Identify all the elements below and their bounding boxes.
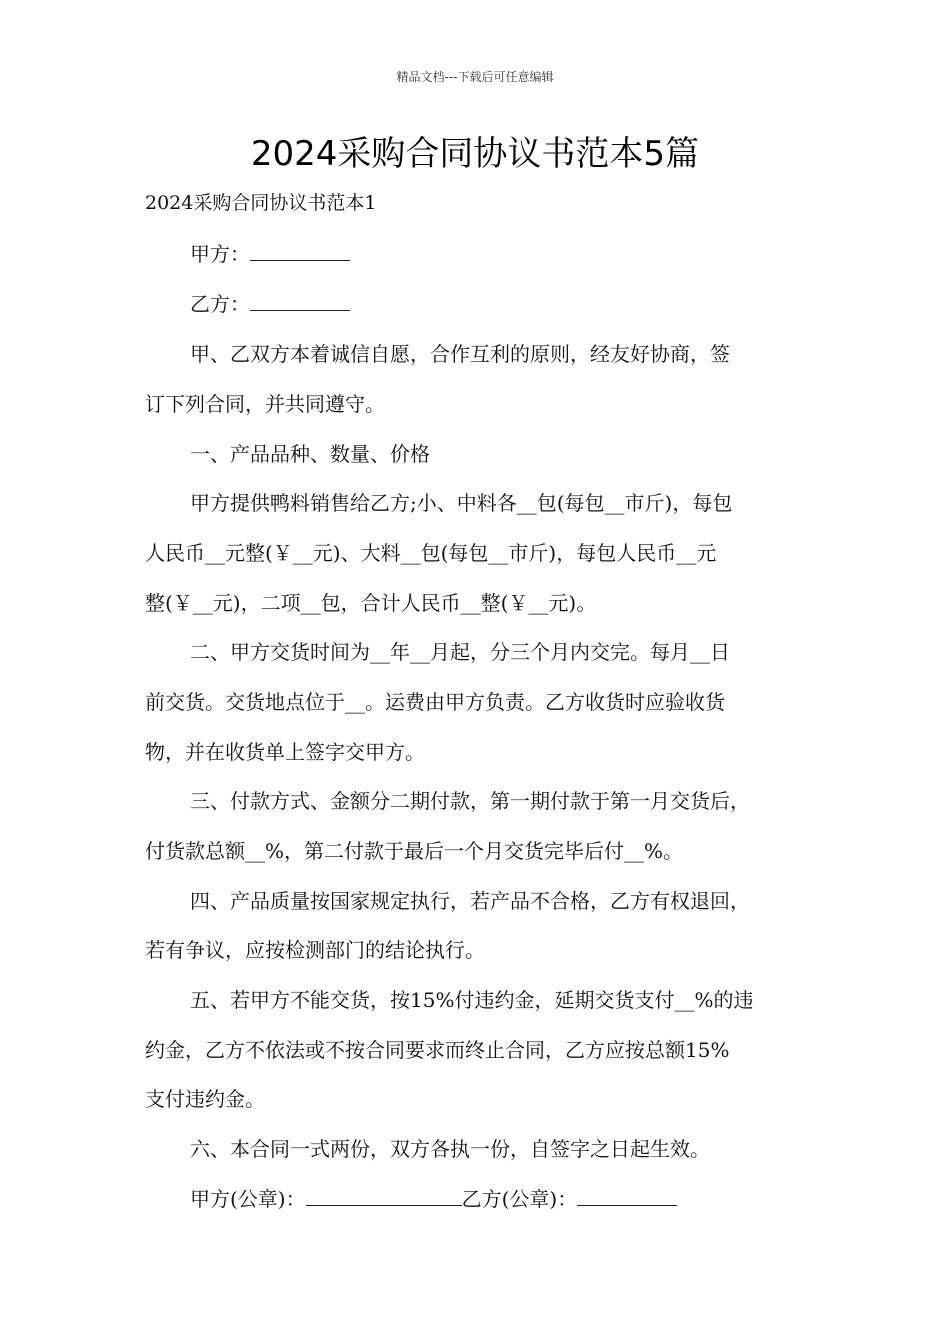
paragraph-line: 二、甲方交货时间为__年__月起，分三个月内交完。每月__日 [190, 640, 730, 664]
paragraph-line: 订下列合同，并共同遵守。 [145, 392, 385, 416]
paragraph-line: 约金，乙方不依法或不按合同要求而终止合同，乙方应按总额15% [145, 1038, 730, 1062]
paragraph-line: 人民币__元整(￥__元)、大料__包(每包__市斤)，每包人民币__元 [145, 541, 717, 565]
document-title: 2024采购合同协议书范本5篇 [250, 134, 700, 174]
seal-b-label: 乙方(公章)： [461, 1187, 578, 1211]
paragraph-line: 五、若甲方不能交货，按15%付违约金，延期交货支付__%的违 [190, 988, 754, 1012]
clause-heading: 一、产品品种、数量、价格 [190, 442, 430, 466]
party-b-label: 乙方： [190, 292, 250, 316]
party-b-line [190, 288, 830, 317]
party-a-label: 甲方： [190, 242, 250, 266]
paragraph-line: 支付违约金。 [145, 1087, 265, 1111]
party-a-line [190, 238, 830, 267]
seal-a-blank [306, 1187, 462, 1206]
header-note: 精品文档---下载后可任意编辑 [396, 70, 554, 84]
paragraph-line: 三、付款方式、金额分二期付款，第一期付款于第一月交货后， [190, 789, 750, 813]
paragraph-line: 若有争议，应按检测部门的结论执行。 [145, 938, 485, 962]
paragraph-line: 物，并在收货单上签字交甲方。 [145, 740, 425, 764]
paragraph-line: 甲、乙双方本着诚信自愿，合作互利的原则，经友好协商，签 [190, 342, 730, 366]
paragraph-line: 四、产品质量按国家规定执行，若产品不合格，乙方有权退回， [190, 889, 750, 913]
party-a-blank [250, 242, 350, 261]
paragraph-line: 六、本合同一式两份，双方各执一份，自签字之日起生效。 [190, 1137, 710, 1161]
paragraph-line: 前交货。交货地点位于__。运费由甲方负责。乙方收货时应验收货 [145, 690, 725, 714]
paragraph-line: 付货款总额__%，第二付款于最后一个月交货完毕后付__%。 [145, 839, 684, 863]
signature-row [190, 1183, 830, 1212]
section-subtitle: 2024采购合同协议书范本1 [145, 192, 377, 214]
seal-b-blank [577, 1187, 677, 1206]
seal-a-label: 甲方(公章)： [190, 1187, 306, 1211]
paragraph-line: 整(￥__元)，二项__包，合计人民币__整(￥__元)。 [145, 591, 597, 615]
paragraph-line: 甲方提供鸭料销售给乙方;小、中料各__包(每包__市斤)，每包 [190, 491, 733, 515]
party-b-blank [250, 292, 350, 311]
